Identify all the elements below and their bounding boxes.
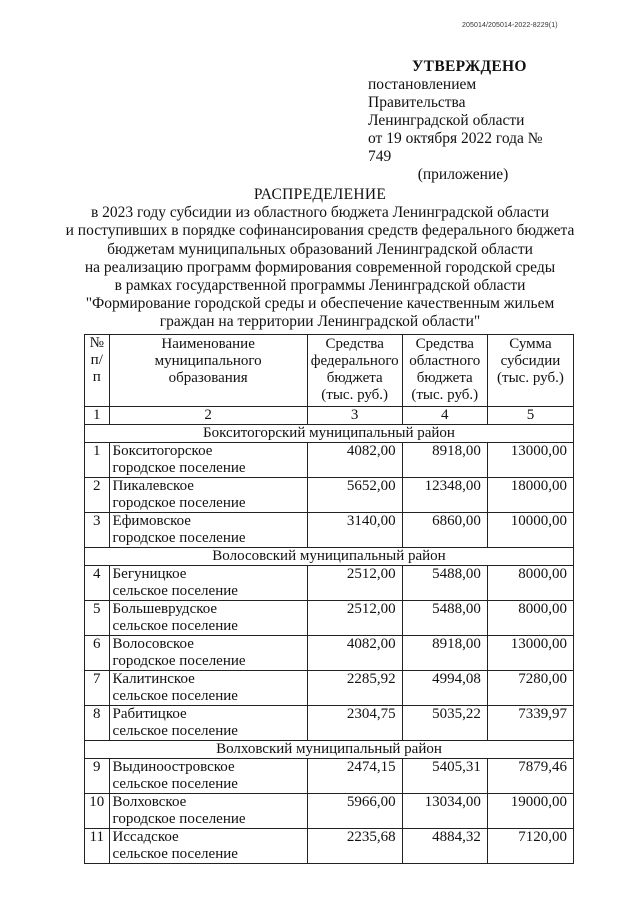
federal-amount: 2235,68 — [307, 829, 402, 864]
regional-amount: 12348,00 — [402, 478, 487, 513]
row-number: 3 — [85, 513, 110, 548]
distribution-table — [84, 334, 574, 864]
federal-amount: 2512,00 — [307, 566, 402, 601]
table-row — [85, 478, 574, 513]
approval-title: УТВЕРЖДЕНО — [412, 58, 527, 75]
municipality-type-line: городское поселение — [112, 495, 246, 511]
total-amount: 13000,00 — [487, 443, 573, 478]
table-header-row — [85, 335, 574, 407]
regional-amount: 4994,08 — [402, 671, 487, 706]
municipality-type-line: городское поселение — [112, 811, 246, 827]
heading-title: РАСПРЕДЕЛЕНИЕ — [253, 186, 387, 203]
regional-amount: 4884,32 — [402, 829, 487, 864]
municipality-name-line: Калитинское — [112, 671, 195, 687]
index-cell: 5 — [487, 407, 573, 425]
regional-amount: 5488,00 — [402, 601, 487, 636]
row-number: 9 — [85, 759, 110, 794]
index-cell: 2 — [109, 407, 307, 425]
total-amount: 7280,00 — [487, 671, 573, 706]
municipality-name-line: Иссадское — [112, 829, 179, 845]
regional-amount: 8918,00 — [402, 636, 487, 671]
row-number: 8 — [85, 706, 110, 741]
approval-line: постановлением Правительства — [368, 76, 477, 111]
municipality-type-line: сельское поселение — [112, 583, 238, 599]
municipality-name — [109, 443, 307, 478]
municipality-name — [109, 513, 307, 548]
total-amount: 13000,00 — [487, 636, 573, 671]
municipality-name-line: Выдиноостровское — [112, 759, 235, 775]
municipality-name — [109, 671, 307, 706]
row-number: 7 — [85, 671, 110, 706]
municipality-name — [109, 829, 307, 864]
heading-line: в 2023 году субсидии из областного бюджета Ленинградской области — [90, 204, 549, 222]
table-row — [85, 566, 574, 601]
heading-line: "Формирование городской среды и обеспечение качественным жильем — [85, 295, 555, 313]
document-id: 205014/205014-2022-8229(1) — [462, 22, 558, 29]
municipality-name — [109, 794, 307, 829]
table-row — [85, 759, 574, 794]
index-cell: 3 — [307, 407, 402, 425]
municipality-name-line: Большеврудское — [112, 601, 218, 617]
row-number: 10 — [85, 794, 110, 829]
total-amount: 7339,97 — [487, 706, 573, 741]
federal-amount: 2304,75 — [307, 706, 402, 741]
municipality-type-line: городское поселение — [112, 653, 246, 669]
federal-amount: 2285,92 — [307, 671, 402, 706]
heading-line: на реализацию программ формирования современной городской среды — [84, 258, 556, 276]
row-number: 6 — [85, 636, 110, 671]
column-index-row — [85, 407, 574, 425]
municipality-name-line: Рабитицкое — [112, 706, 187, 722]
table-row — [85, 794, 574, 829]
municipality-name — [109, 706, 307, 741]
municipality-type-line: городское поселение — [112, 530, 246, 546]
total-amount: 10000,00 — [487, 513, 573, 548]
municipality-type-line: сельское поселение — [112, 846, 238, 862]
district-group-row — [85, 741, 574, 759]
municipality-name — [109, 566, 307, 601]
federal-amount: 5966,00 — [307, 794, 402, 829]
header-regional: Средства областного бюджета (тыс. руб.) — [402, 335, 487, 407]
heading-line: и поступивших в порядке софинансирования средств федерального бюджета — [65, 222, 575, 240]
regional-amount: 8918,00 — [402, 443, 487, 478]
heading-line: в рамках государственной программы Ленинградской области — [114, 277, 526, 295]
row-number: 4 — [85, 566, 110, 601]
municipality-name-line: Бегуницкое — [112, 566, 187, 582]
header-federal: Средства федерального бюджета (тыс. руб.) — [307, 335, 402, 407]
total-amount: 7120,00 — [487, 829, 573, 864]
table-row — [85, 706, 574, 741]
regional-amount: 5035,22 — [402, 706, 487, 741]
index-cell: 4 — [402, 407, 487, 425]
row-number: 2 — [85, 478, 110, 513]
heading-line: граждан на территории Ленинградской области" — [159, 313, 481, 331]
municipality-name-line: Ефимовское — [112, 513, 191, 529]
federal-amount: 2474,15 — [307, 759, 402, 794]
municipality-name — [109, 478, 307, 513]
table-row — [85, 443, 574, 478]
municipality-name-line: Пикалевское — [112, 478, 194, 494]
row-number: 1 — [85, 443, 110, 478]
municipality-type-line: сельское поселение — [112, 776, 238, 792]
total-amount: 7879,46 — [487, 759, 573, 794]
total-amount: 8000,00 — [487, 601, 573, 636]
municipality-type-line: городское поселение — [112, 460, 246, 476]
approval-line: от 19 октября 2022 года № 749 — [368, 130, 543, 165]
table-row — [85, 829, 574, 864]
federal-amount: 4082,00 — [307, 443, 402, 478]
regional-amount: 13034,00 — [402, 794, 487, 829]
federal-amount: 2512,00 — [307, 601, 402, 636]
table-row — [85, 513, 574, 548]
municipality-name — [109, 601, 307, 636]
index-cell: 1 — [85, 407, 110, 425]
municipality-name — [109, 759, 307, 794]
district-name: Бокситогорский муниципальный район — [85, 425, 574, 443]
total-amount: 19000,00 — [487, 794, 573, 829]
municipality-name-line: Бокситогорское — [112, 443, 213, 459]
municipality-name-line: Волосовское — [112, 636, 194, 652]
row-number: 5 — [85, 601, 110, 636]
header-name: Наименование муниципального образования — [109, 335, 307, 407]
federal-amount: 5652,00 — [307, 478, 402, 513]
district-group-row — [85, 548, 574, 566]
federal-amount: 3140,00 — [307, 513, 402, 548]
municipality-type-line: сельское поселение — [112, 618, 238, 634]
municipality-name — [109, 636, 307, 671]
table-row — [85, 601, 574, 636]
municipality-type-line: сельское поселение — [112, 723, 238, 739]
total-amount: 8000,00 — [487, 566, 573, 601]
header-total: Сумма субсидии (тыс. руб.) — [487, 335, 573, 407]
municipality-name-line: Волховское — [112, 794, 187, 810]
header-num: № п/п — [85, 335, 110, 407]
district-name: Волосовский муниципальный район — [85, 548, 574, 566]
approval-line: Ленинградской области — [368, 112, 525, 129]
regional-amount: 5488,00 — [402, 566, 487, 601]
approval-line: (приложение) — [417, 166, 509, 183]
table-row — [85, 636, 574, 671]
regional-amount: 6860,00 — [402, 513, 487, 548]
table-row — [85, 671, 574, 706]
municipality-type-line: сельское поселение — [112, 688, 238, 704]
total-amount: 18000,00 — [487, 478, 573, 513]
heading-line: бюджетам муниципальных образований Ленинградской области — [107, 240, 533, 258]
document-heading — [60, 186, 580, 332]
approval-block — [368, 58, 558, 184]
regional-amount: 5405,31 — [402, 759, 487, 794]
federal-amount: 4082,00 — [307, 636, 402, 671]
district-group-row — [85, 425, 574, 443]
district-name: Волховский муниципальный район — [85, 741, 574, 759]
row-number: 11 — [85, 829, 110, 864]
